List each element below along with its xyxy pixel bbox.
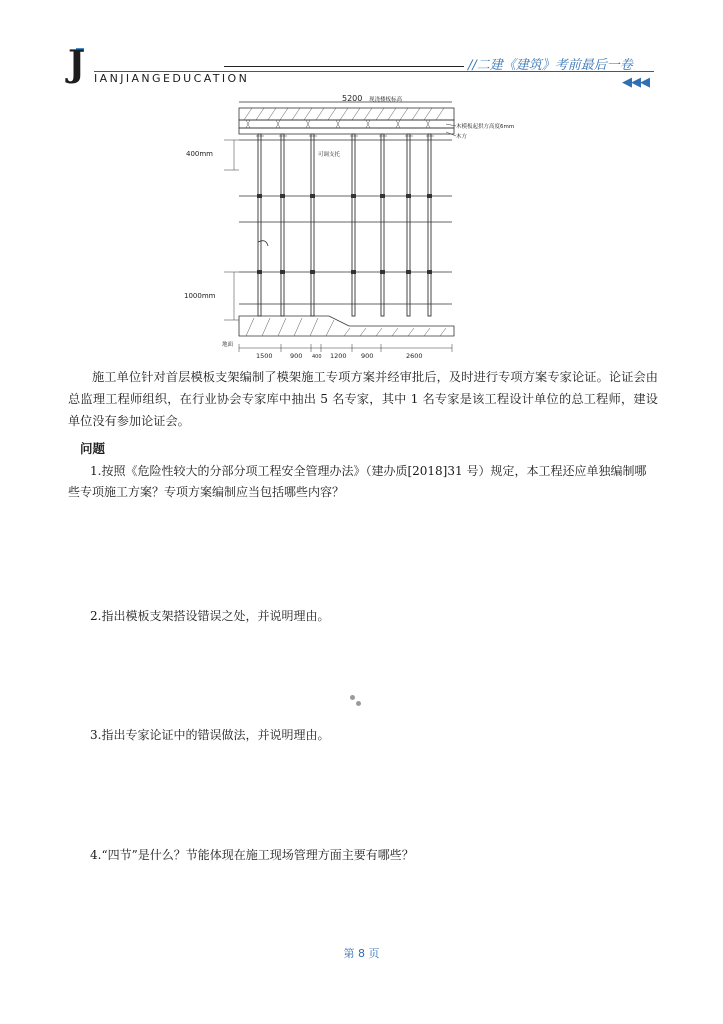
bottom-dim-5: 900 — [361, 352, 374, 360]
formwork-diagram — [184, 92, 515, 360]
logo-letter: J — [68, 43, 86, 85]
dim-1000-label: 1000mm — [184, 292, 216, 300]
page-number: 第 8 页 — [343, 947, 380, 960]
question-1: 1.按照《危险性较大的分部分项工程安全管理办法》（建办质[2018]31 号）规定，本工程还应单独编制哪些专项施工方案？专项方案编制应当包括哪些内容？ — [68, 464, 647, 499]
header-rule — [224, 66, 464, 67]
question-2: 2.指出模板支架搭设错误之处，并说明理由。 — [90, 609, 330, 623]
ground-label: 地面 — [222, 342, 234, 348]
top-width-label: 5200 — [342, 94, 363, 103]
logo-text: IANJIANGEDUCATION — [94, 72, 250, 85]
case-paragraph: 施工单位针对首层模板支架编制了模架施工专项方案并经审批后，及时进行专项方案专家论证。论证会由总监理工程师组织，在行业协会专家库中抽出 5 名专家，其中 1 名专家是该工程设计单位的总工程师，建设单位没有参加论证会。 — [68, 370, 658, 428]
formwork-label: 木模板起拱方高度6mm — [456, 124, 515, 130]
dim-400-label: 400mm — [186, 150, 213, 158]
formwork-diagram-svg — [184, 92, 515, 360]
header-arrows-icon: ◀◀◀ — [622, 75, 649, 90]
slab-level-label: 现浇楼板标高 — [369, 97, 403, 103]
adjustable-support-label: 可调支托 — [318, 152, 341, 158]
question-4: 4.“四节”是什么？节能体现在施工现场管理方面主要有哪些？ — [90, 848, 414, 862]
question-3: 3.指出专家论证中的错误做法，并说明理由。 — [90, 728, 330, 742]
bottom-dim-6: 2600 — [406, 352, 423, 360]
bottom-dim-4: 1200 — [330, 352, 347, 360]
wood-label: 木方 — [456, 134, 468, 140]
page-header — [68, 44, 658, 94]
questions-heading: 问题 — [80, 441, 106, 456]
header-slogan: //二建《建筑》考前最后一卷 — [468, 58, 633, 73]
bottom-dim-3: 400 — [312, 354, 322, 360]
bottom-dim-2: 900 — [290, 352, 303, 360]
bottom-dim-1: 1500 — [256, 352, 273, 360]
loading-spinner-icon — [349, 695, 363, 709]
